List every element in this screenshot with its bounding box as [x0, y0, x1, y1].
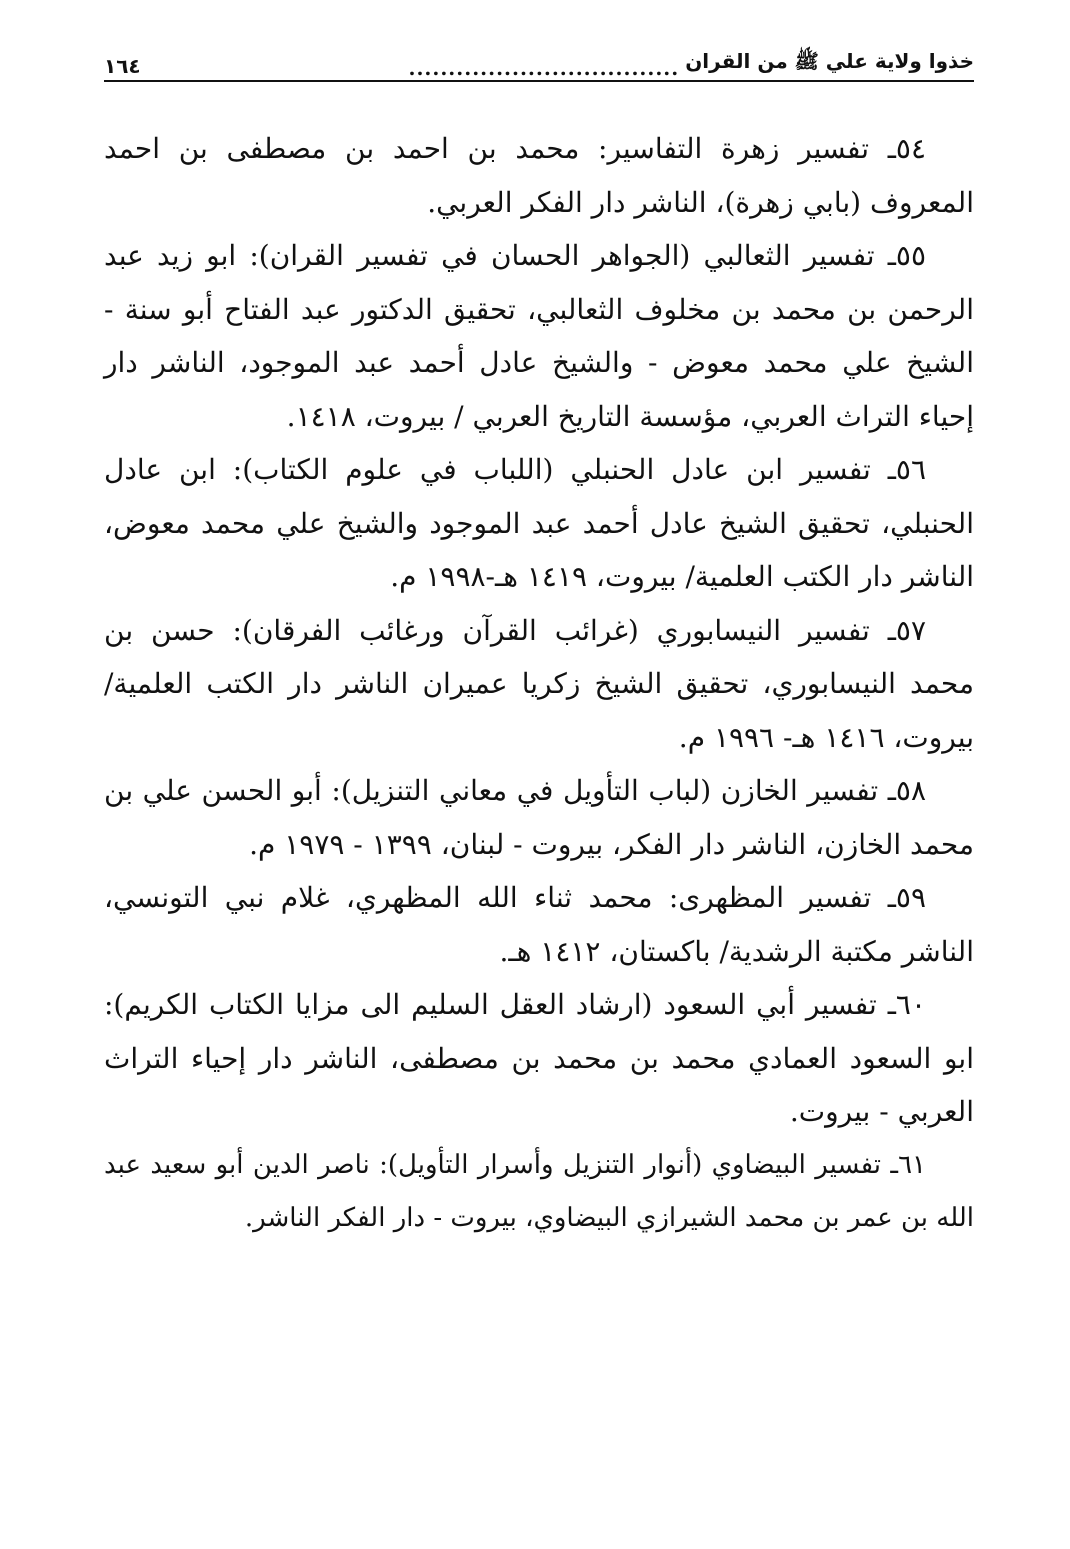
bibliography-entry: ٥٩ـ تفسير المظهرى: محمد ثناء الله المظهري، غلام نبي التونسي، الناشر مكتبة الرشدية/ باكستان، ١٤١٢ هـ.: [104, 881, 974, 968]
bibliography-entry: ٥٧ـ تفسير النيسابوري (غرائب القرآن ورغائب الفرقان): حسن بن محمد النيسابوري، تحقيق الشيخ زكريا عميران الناشر دار الكتب العلمية/ بيروت، ١٤١٦ هـ- ١٩٩٦ م.: [104, 613, 974, 754]
bibliography-entry: ٦١ـ تفسير البيضاوي (أنوار التنزيل وأسرار التأويل): ناصر الدين أبو سعيد عبد الله بن عمر بن محمد الشيرازي البيضاوي، بيروت - دار الفكر الناشر.: [104, 1149, 974, 1233]
bibliography-entry: ٥٦ـ تفسير ابن عادل الحنبلي (اللباب في علوم الكتاب): ابن عادل الحنبلي، تحقيق الشيخ عادل أحمد عبد الموجود والشيخ علي محمد معوض، الناشر دار الكتب العلمية/ بيروت، ١٤١٩ هـ-١٩٩٨ م.: [104, 453, 974, 593]
bibliography-entry: ٥٤ـ تفسير زهرة التفاسير: محمد بن احمد بن مصطفى بن احمد المعروف (بابي زهرة)، الناشر دار الفكر العربي.: [104, 132, 974, 219]
running-header: [104, 38, 974, 78]
header-divider: [104, 80, 974, 82]
page-number: ١٦٤: [104, 54, 141, 78]
bibliography-list: [104, 122, 974, 1246]
bibliography-entry: ٦٠ـ تفسير أبي السعود (ارشاد العقل السليم الى مزايا الكتاب الكريم): ابو السعود العمادي محمد بن محمد بن مصطفى، الناشر دار إحياء التراث العربي - بيروت.: [104, 988, 974, 1128]
header-title: خذوا ولاية علي ﷺ من القران: [685, 49, 974, 73]
bibliography-entry: ٥٥ـ تفسير الثعالبي (الجواهر الحسان في تفسير القران): ابو زيد عبد الرحمن بن محمد بن مخلوف الثعالبي، تحقيق الدكتور عبد الفتاح أبو سنة - الشيخ علي محمد معوض - والشيخ عادل أحمد عبد الموجود، الناشر دار إحياء التراث العربي، مؤسسة التاريخ العربي / بيروت، ١٤١٨.: [104, 239, 974, 433]
bibliography-entry: ٥٨ـ تفسير الخازن (لباب التأويل في معاني التنزيل): أبو الحسن علي بن محمد الخازن، الناشر دار الفكر، بيروت - لبنان، ١٣٩٩ - ١٩٧٩ م.: [104, 774, 974, 861]
header-leader-dots: ..................................: [408, 58, 680, 78]
